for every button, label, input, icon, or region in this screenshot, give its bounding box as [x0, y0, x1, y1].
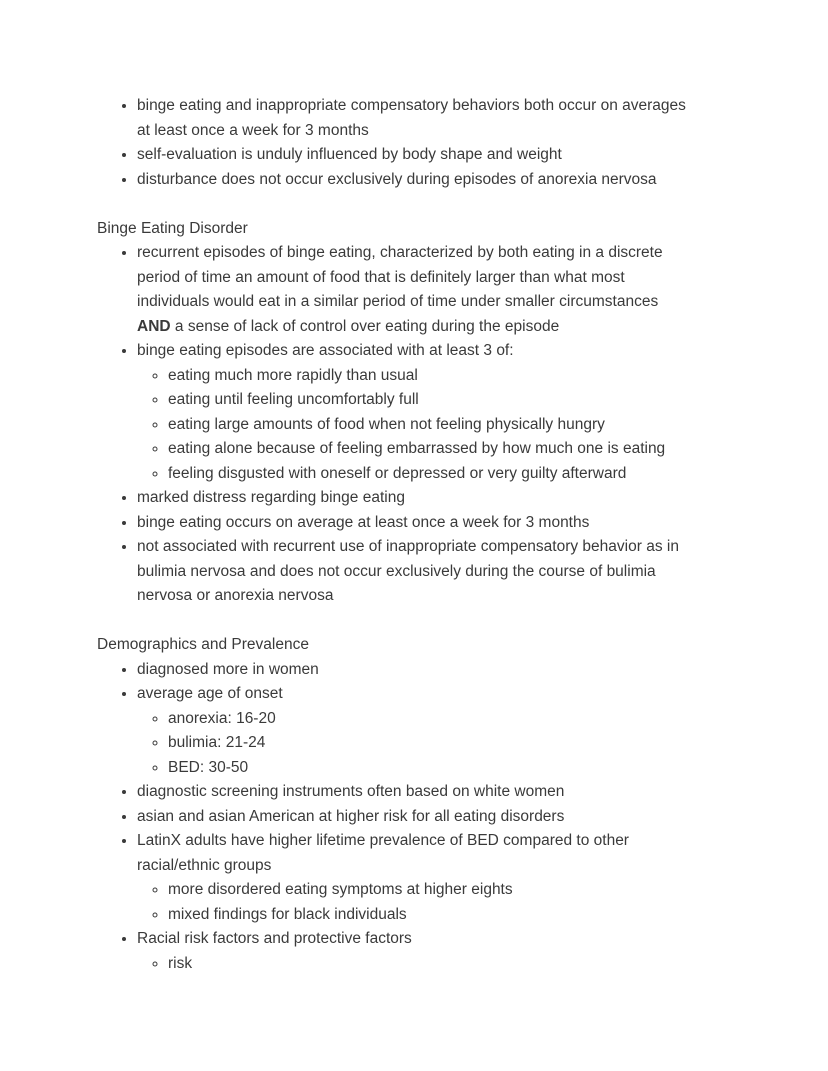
list-item-bed-onset: ◦ BED: 30-50 — [168, 756, 691, 781]
list-item-not-hungry: ◦ eating large amounts of food when not feeling physically hungry — [168, 413, 691, 438]
list-item-latinx-prevalence — [137, 829, 691, 927]
list-item-disturbance-exclusion: • disturbance does not occur exclusively during episodes of anorexia nervosa — [137, 168, 691, 193]
age-of-onset-text: average age of onset — [137, 685, 283, 702]
criteria-intro-text: binge eating episodes are associated with at least 3 of: — [137, 342, 514, 359]
list-item-binge-frequency: • binge eating occurs on average at least once a week for 3 months — [137, 511, 691, 536]
list-item-bulimia-onset: ◦ bulimia: 21-24 — [168, 731, 691, 756]
bed-bullet-list — [97, 241, 691, 609]
list-item-asian-risk: • asian and asian American at higher risk for all eating disorders — [137, 805, 691, 830]
recurrent-episodes-text: recurrent episodes of binge eating, characterized by both eating in a discrete period of time an amount of food that is definitely larger than what most individuals would eat in a similar period of time under smaller circumstances — [137, 244, 663, 310]
list-item-risk: ◦ risk — [168, 952, 691, 977]
list-item-diagnosed-women: • diagnosed more in women — [137, 658, 691, 683]
list-item-uncomfortably-full: ◦ eating until feeling uncomfortably full — [168, 388, 691, 413]
latinx-prevalence-text: LatinX adults have higher lifetime prevalence of BED compared to other racial/ethnic groups — [137, 832, 629, 874]
bed-criteria-sublist — [137, 364, 691, 487]
list-item-anorexia-onset: ◦ anorexia: 16-20 — [168, 707, 691, 732]
racial-factors-sublist — [137, 952, 691, 977]
list-item-feeling-disgusted: ◦ feeling disgusted with oneself or depressed or very guilty afterward — [168, 462, 691, 487]
list-item-eating-rapidly: ◦ eating much more rapidly than usual — [168, 364, 691, 389]
recurrent-episodes-bold-and: AND — [137, 317, 171, 335]
intro-bullet-list — [97, 94, 691, 192]
age-of-onset-sublist — [137, 707, 691, 781]
list-item-marked-distress: • marked distress regarding binge eating — [137, 486, 691, 511]
racial-factors-text: Racial risk factors and protective factors — [137, 930, 412, 947]
latinx-sublist — [137, 878, 691, 927]
list-item-screening-instruments: • diagnostic screening instruments often based on white women — [137, 780, 691, 805]
list-item-disordered-symptoms: ◦ more disordered eating symptoms at higher eights — [168, 878, 691, 903]
section-heading-binge-eating-disorder: Binge Eating Disorder — [97, 219, 248, 237]
list-item-eating-alone: ◦ eating alone because of feeling embarrassed by how much one is eating — [168, 437, 691, 462]
list-item-racial-factors — [137, 927, 691, 976]
demographics-bullet-list — [97, 658, 691, 977]
list-item-criteria-intro — [137, 339, 691, 486]
list-item-age-of-onset — [137, 682, 691, 780]
list-item-self-evaluation: • self-evaluation is unduly influenced by body shape and weight — [137, 143, 691, 168]
section-heading-demographics-prevalence: Demographics and Prevalence — [97, 636, 309, 653]
list-item-recurrent-episodes — [137, 241, 691, 339]
recurrent-episodes-text-after: a sense of lack of control over eating during the episode — [170, 317, 560, 335]
list-item-binge-compensatory-frequency: • binge eating and inappropriate compensatory behaviors both occur on averages at least once a week for 3 months — [137, 94, 691, 143]
list-item-mixed-findings: ◦ mixed findings for black individuals — [168, 903, 691, 928]
list-item-exclusion-criteria: • not associated with recurrent use of inappropriate compensatory behavior as in bulimia nervosa and does not occur exclusively during the course of bulimia nervosa or anorexia nervosa — [137, 535, 691, 609]
